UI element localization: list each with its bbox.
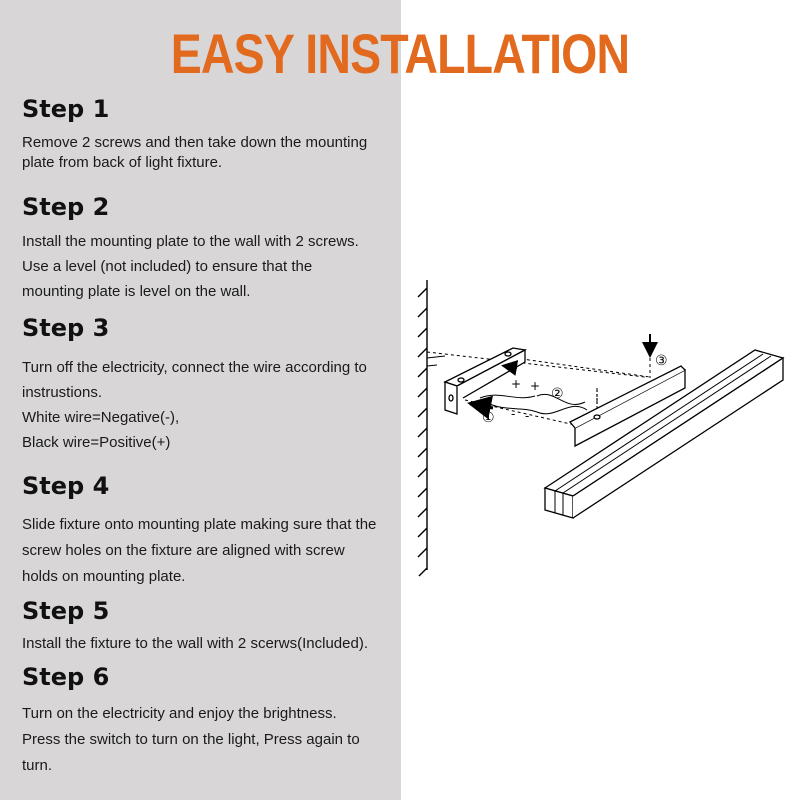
step-3-line-1: Turn off the electricity, connect the wire according to [22, 359, 367, 376]
wires-drawing [480, 394, 587, 413]
step-5-text [22, 634, 402, 654]
step-1-heading: Step 1 [22, 95, 110, 123]
step-4-heading: Step 4 [22, 472, 110, 500]
step-4-text [22, 512, 402, 590]
step-3-text [22, 355, 402, 455]
marker-1: ① [482, 410, 495, 426]
step-4-line-2: screw holes on the fixture are aligned with screw [22, 542, 345, 559]
plus-sign-1: + [511, 377, 522, 391]
marker-2: ② [551, 386, 564, 402]
step-1-text [22, 133, 402, 173]
installation-drawing [405, 270, 795, 580]
marker-3: ③ [655, 353, 668, 369]
step-6-line-3: turn. [22, 757, 53, 774]
step-6-line-1: Turn on the electricity and enjoy the brightness. [22, 705, 337, 722]
minus-sign-2: - [525, 409, 530, 423]
step-2-line-1: Install the mounting plate to the wall with 2 screws. [22, 233, 359, 250]
step-5-line-1: Install the fixture to the wall with 2 scerws(Included). [22, 635, 368, 652]
step-1-line-2: plate from back of light fixture. [22, 154, 223, 171]
step-6-line-2: Press the switch to turn on the light, Press again to [22, 731, 360, 748]
installation-diagram [405, 270, 795, 580]
step-2-line-3: mounting plate is level on the wall. [22, 283, 251, 300]
step-4-line-3: holds on mounting plate. [22, 568, 186, 585]
plus-sign-2: + [530, 379, 541, 393]
light-fixture-drawing [545, 350, 783, 518]
step-6-heading: Step 6 [22, 663, 110, 691]
step-2-text [22, 229, 402, 304]
step-2-heading: Step 2 [22, 193, 110, 221]
step-3-heading: Step 3 [22, 314, 110, 342]
step-4-line-1: Slide fixture onto mounting plate making sure that the [22, 516, 377, 533]
step-3-line-4: Black wire=Positive(+) [22, 434, 171, 451]
page-title: EASY INSTALLATION [170, 22, 630, 85]
step-3-line-2: instrustions. [22, 384, 103, 401]
step-1-line-1: Remove 2 screws and then take down the mounting [22, 134, 368, 151]
minus-sign-1: - [511, 407, 516, 421]
step-2-line-2: Use a level (not included) to ensure that the [22, 258, 313, 275]
step-5-heading: Step 5 [22, 597, 110, 625]
wall-drawing [418, 280, 445, 576]
step-3-line-3: White wire=Negative(-), [22, 409, 180, 426]
step-6-text [22, 701, 402, 779]
